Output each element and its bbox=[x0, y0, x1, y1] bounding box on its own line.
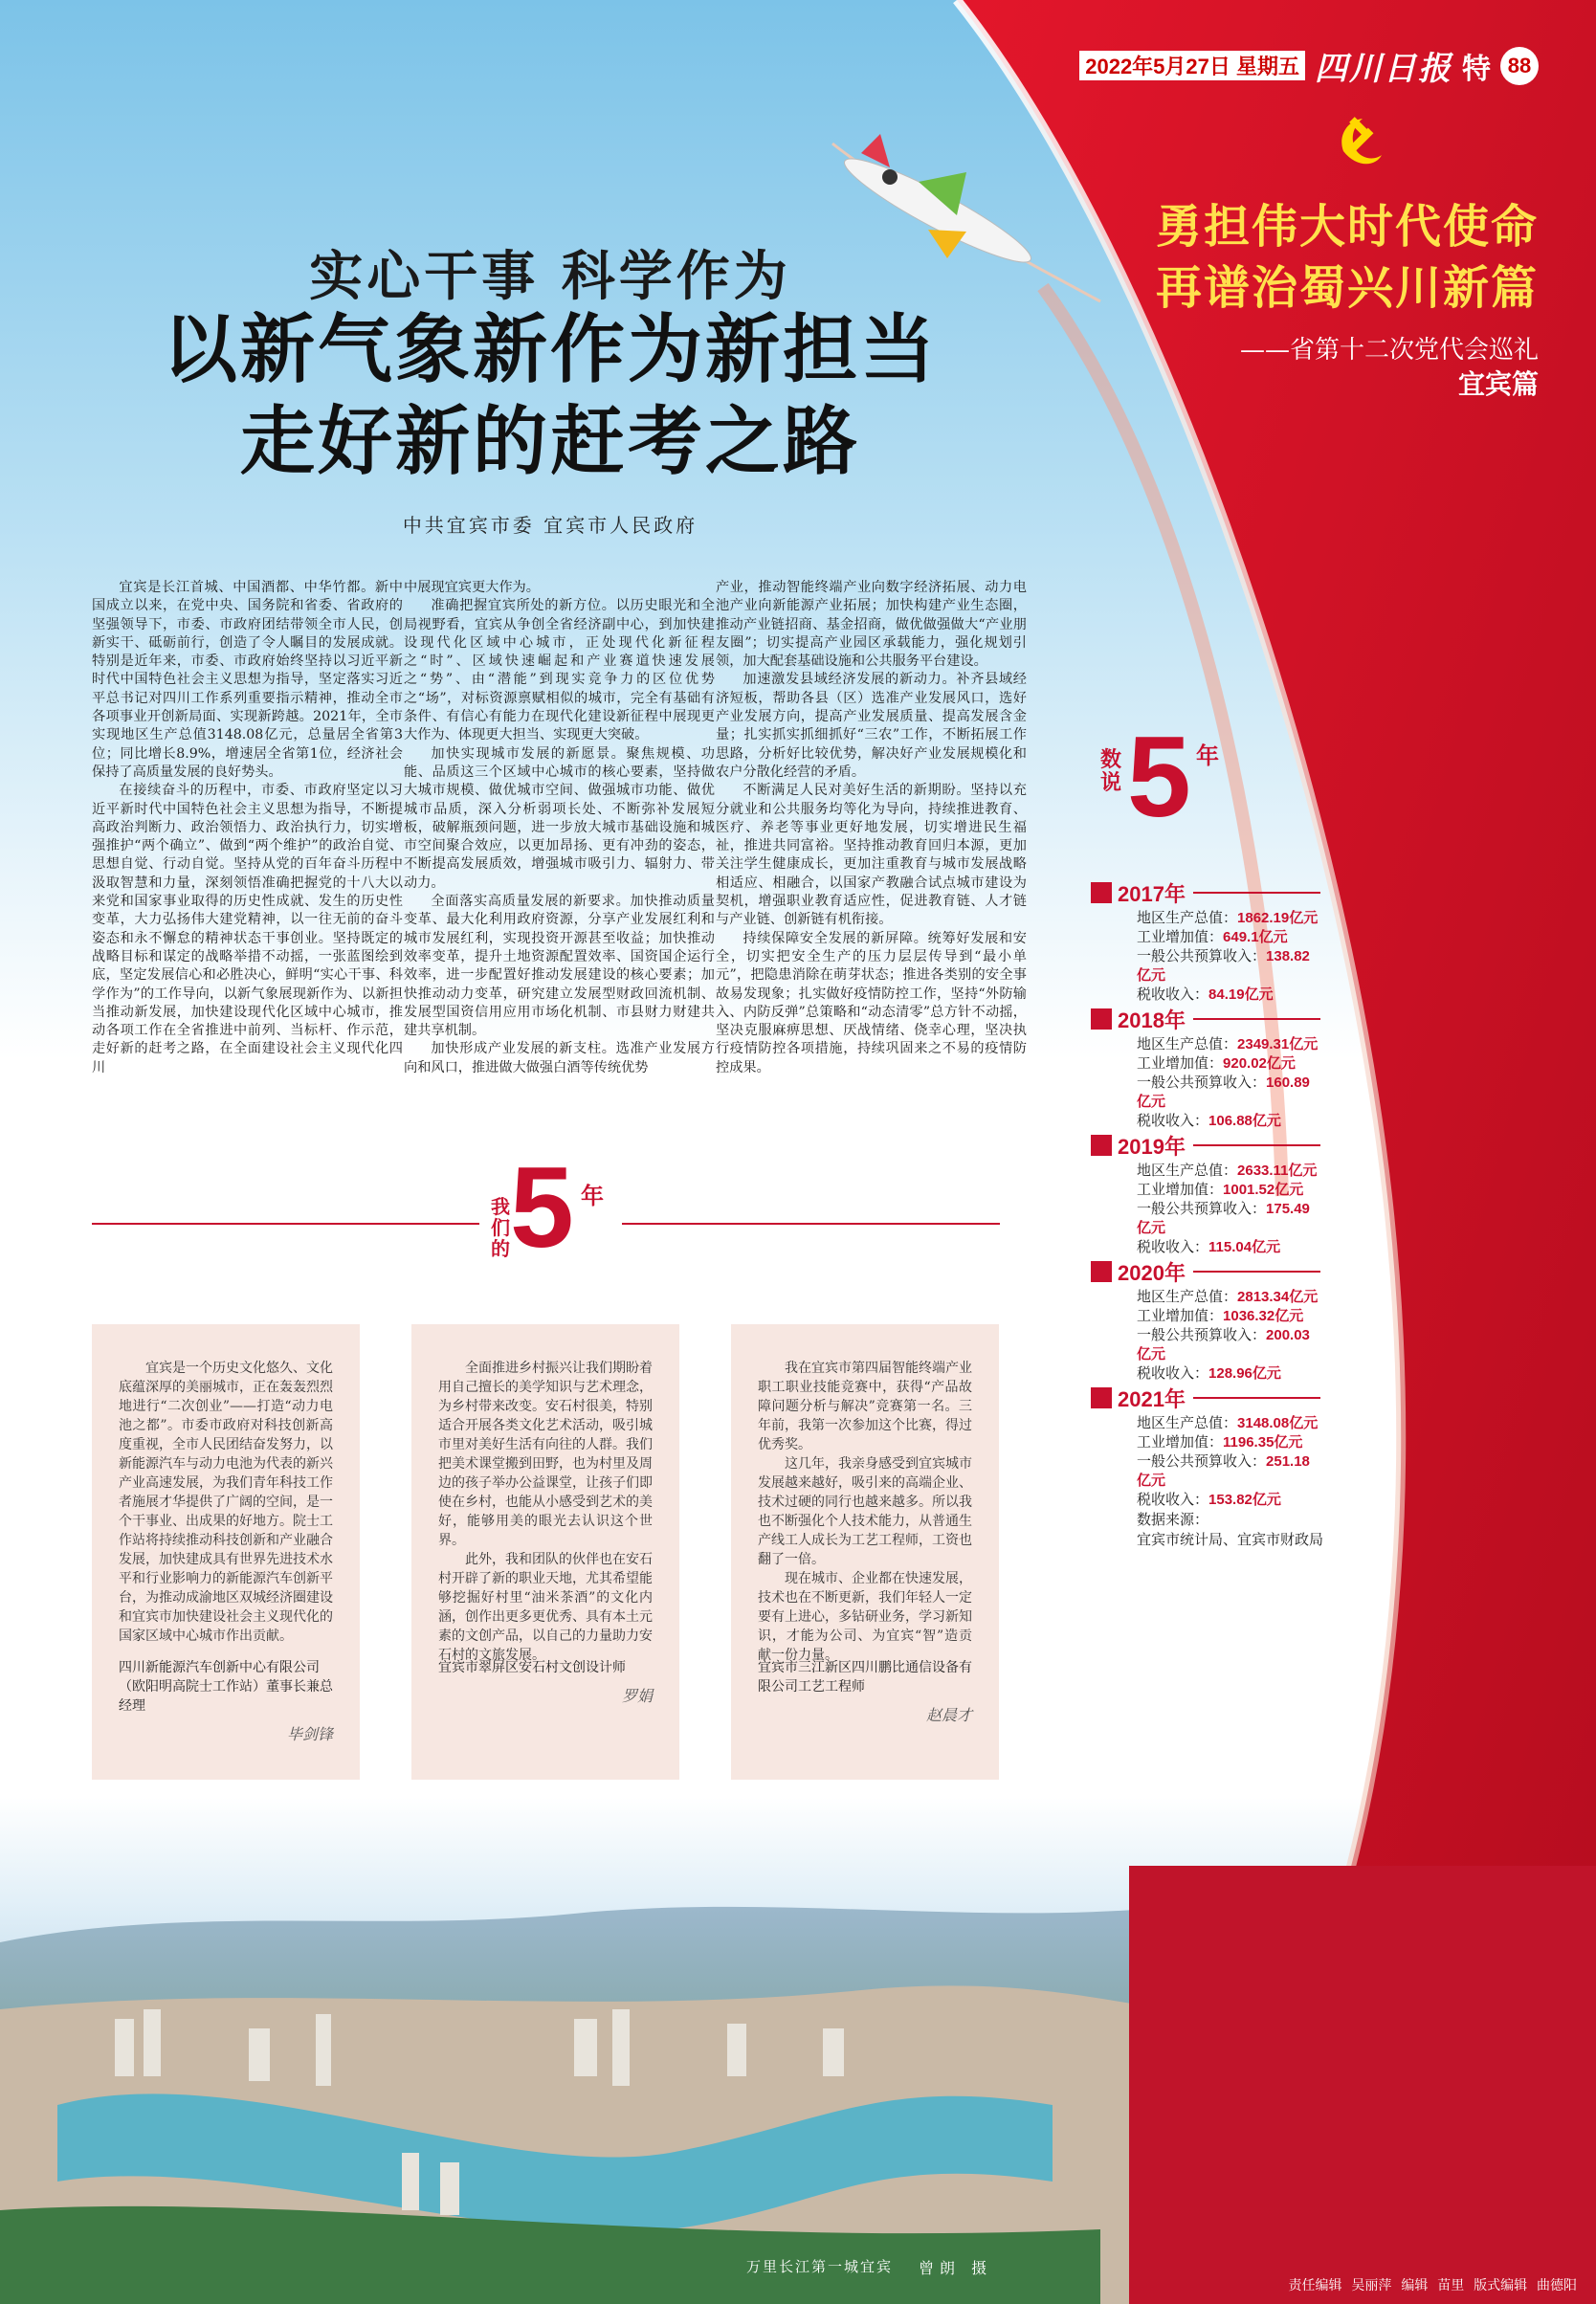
paragraph: 我在宜宾市第四届智能终端产业职工职业技能竞赛中，获得“产品故障问题分析与解决”竞赛第一名。三年前，我第一次参加这个比赛，得过优秀奖。 bbox=[758, 1361, 972, 1452]
testimonial-body bbox=[438, 1359, 653, 1663]
year-block-2018 bbox=[1091, 1007, 1320, 1131]
paragraph: 这几年，我亲身感受到宜宾城市发展越来越好，吸引来的高端企业、技术过硬的同行也越来越多。所以我也不断强化个人技术能力，从普通生产线工人成长为工艺工程师，工资也翻了一倍。 bbox=[758, 1456, 972, 1567]
title-kicker: 实心干事 科学作为 bbox=[309, 245, 791, 308]
handwritten-name: 毕剑锋 bbox=[286, 1725, 333, 1743]
year-bar bbox=[1091, 1385, 1320, 1410]
stat-rows bbox=[1137, 1414, 1320, 1510]
series-city: 宜宾篇 bbox=[1457, 368, 1539, 400]
stat-unit: 亿元 bbox=[1244, 986, 1274, 1003]
stat-value: 128.96 bbox=[1208, 1365, 1252, 1382]
stat-unit: 亿元 bbox=[1258, 929, 1288, 945]
stat-rows bbox=[1137, 1162, 1320, 1257]
stat-label: 工业增加值： bbox=[1137, 1055, 1224, 1072]
handwritten-name: 罗娟 bbox=[621, 1687, 653, 1705]
testimonial-card bbox=[411, 1324, 679, 1780]
year-label: 2018年 bbox=[1118, 1008, 1186, 1032]
stat-value: 175.49 bbox=[1266, 1201, 1310, 1217]
paragraph: 此外，我和团队的伙伴也在安石村开辟了新的职业天地，尤其希望能够挖掘好村里“油米茶酒”的文化内涵，创作出更多更优秀、具有本土元素的文创产品，以自己的力量助力安石村的文旅发展。 bbox=[438, 1552, 653, 1663]
year-bar bbox=[1091, 1259, 1320, 1284]
stat-rows bbox=[1137, 1288, 1320, 1384]
article-column-1 bbox=[92, 579, 403, 1115]
testimonial-signature: 宜宾市翠屏区安石村文创设计师 bbox=[438, 1659, 626, 1674]
data-label: 数说 bbox=[1100, 747, 1122, 795]
stat-value: 251.18 bbox=[1266, 1453, 1310, 1470]
slogan-line1: 勇担伟大时代使命 bbox=[1155, 200, 1539, 254]
year-bar bbox=[1091, 1007, 1320, 1031]
year-label: 2017年 bbox=[1118, 881, 1186, 906]
stat-unit: 亿元 bbox=[1289, 910, 1319, 926]
our-5-years-heading bbox=[483, 1143, 617, 1273]
stat-rows bbox=[1137, 1035, 1320, 1131]
stat-label: 税收收入： bbox=[1137, 1113, 1209, 1129]
section-divider-right bbox=[622, 1223, 1000, 1225]
series-title bbox=[1240, 333, 1539, 402]
paragraph: 产业，推动智能终端产业向数字经济拓展、动力电池产业向新能源产业拓展；加快构建产业生态圈，推动产业链招商、基金招商，做优做强做大“产业朋友圈”；切实提高产业园区承载能力，强化规划引领，加大配套基础设施和公共服务平台建设。 bbox=[716, 580, 1027, 670]
testimonial-signature: 宜宾市三江新区四川鹏比通信设备有限公司工艺工程师 bbox=[758, 1659, 972, 1694]
stat-label: 工业增加值： bbox=[1137, 1182, 1224, 1198]
stat-row bbox=[1137, 1035, 1320, 1054]
stat-row bbox=[1137, 1307, 1320, 1326]
stat-label: 一般公共预算收入： bbox=[1137, 948, 1267, 964]
stat-value: 153.82 bbox=[1208, 1492, 1252, 1508]
stat-label: 地区生产总值： bbox=[1137, 1036, 1238, 1052]
year-rule bbox=[1193, 1018, 1320, 1020]
stat-label: 税收收入： bbox=[1137, 1492, 1209, 1508]
stat-value: 649.1 bbox=[1223, 929, 1259, 945]
year-rule bbox=[1193, 892, 1320, 894]
article-column-2 bbox=[404, 579, 715, 1115]
paragraph: 中展现宜宾更大作为。 bbox=[404, 580, 540, 595]
year-label: 2021年 bbox=[1118, 1386, 1186, 1411]
issue-date: 2022年5月27日 星期五 bbox=[1079, 51, 1305, 80]
five-numeral: 5 bbox=[1127, 713, 1191, 841]
stat-value: 2813.34 bbox=[1237, 1289, 1290, 1305]
stat-label: 一般公共预算收入： bbox=[1137, 1074, 1267, 1091]
stat-unit: 亿元 bbox=[1137, 1346, 1166, 1362]
handwritten-name: 赵晨才 bbox=[925, 1706, 972, 1724]
editor-credits: 责任编辑 吴丽萍 编辑 苗里 版式编辑 曲德阳 bbox=[1288, 2277, 1577, 2293]
paragraph: 不断满足人民对美好生活的新期盼。坚持以充分就业和公共服务均等化为导向，持续推进教育、医疗、养老等事业更好地发展，切实增进民生福祉，推进共同富裕。坚持推动教育回归本源，更加关注学生健康成长，更加注重教育与城市发展战略相适应、相融合，以国家产教融合试点城市建设为契机，增强职业教育适应性，促进教育链、人才链与产业链、创新链有机衔接。 bbox=[716, 783, 1027, 928]
stat-label: 地区生产总值： bbox=[1137, 910, 1238, 926]
slogan-line2: 再谱治蜀兴川新篇 bbox=[1155, 261, 1539, 315]
stat-label: 地区生产总值： bbox=[1137, 1415, 1238, 1431]
stat-value: 1001.52 bbox=[1223, 1182, 1275, 1198]
paragraph: 全面落实高质量发展的新要求。加快推动质量变革、最大化利用政府资源，分享产业发展红利和城市发展红利，实现投资开源甚至收益；加快推动效率变革，提升土地资源配置效率、国资国企运行效率，进一步配置好推动发展建设的核心要素；加快推动动力变革，研究建立发展型财政回流机制、发展型国资信用应用市场化机制、市县财力财建共建共享机制。 bbox=[404, 894, 715, 1039]
stat-value: 3148.08 bbox=[1237, 1415, 1290, 1431]
stat-value: 1036.32 bbox=[1223, 1308, 1275, 1324]
stat-unit: 亿元 bbox=[1289, 1289, 1319, 1305]
testimonial-card bbox=[92, 1324, 360, 1780]
stat-row bbox=[1137, 1200, 1320, 1238]
photo-caption: 万里长江第一城宜宾 bbox=[746, 2258, 894, 2275]
year-tag bbox=[1091, 882, 1112, 903]
stat-row bbox=[1137, 1112, 1320, 1131]
paragraph: 宜宾是长江首城、中国酒都、中华竹都。新中国成立以来，在党中央、国务院和省委、省政府的坚强领导下，市委、市政府团结带领全市人民，创新实干、砥砺前行，创造了令人瞩目的发展成就。特别是近年来，市委、市政府始终坚持以习近平新时代中国特色社会主义思想为指导，坚定落实习近平总书记对四川工作系列重要指示精神，推动全市各项事业开创新局面、实现新跨越。2021年，全市实现地区生产总值3148.08亿元，总量居全省第3位；同比增长8.9%，增速居全省第1位，经济社会保持了高质量发展的良好势头。 bbox=[92, 580, 403, 780]
stat-row bbox=[1137, 928, 1320, 947]
year-rule bbox=[1193, 1271, 1320, 1273]
year-label: 2020年 bbox=[1118, 1260, 1186, 1285]
photo-credit: 曾朗 摄 bbox=[919, 2259, 993, 2277]
main-title bbox=[0, 304, 1100, 488]
stat-row bbox=[1137, 986, 1320, 1005]
year-block-2019 bbox=[1091, 1133, 1320, 1257]
stat-row bbox=[1137, 1326, 1320, 1364]
year-tag bbox=[1091, 1387, 1112, 1408]
stat-label: 一般公共预算收入： bbox=[1137, 1201, 1267, 1217]
year-tag bbox=[1091, 1008, 1112, 1030]
stat-row bbox=[1137, 1181, 1320, 1200]
year-label: 年 bbox=[1196, 742, 1219, 769]
stat-row bbox=[1137, 1162, 1320, 1181]
stat-value: 2633.11 bbox=[1237, 1163, 1289, 1179]
stat-row bbox=[1137, 1288, 1320, 1307]
year-bar bbox=[1091, 880, 1320, 905]
our-label: 我们的 bbox=[491, 1195, 510, 1260]
stat-unit: 亿元 bbox=[1275, 1308, 1304, 1324]
masthead bbox=[1079, 42, 1539, 89]
stat-unit: 亿元 bbox=[1252, 1239, 1281, 1255]
paragraph: 加快形成产业发展的新支柱。选准产业发展方向和风口，推进做大做强白酒等传统优势 bbox=[404, 1041, 715, 1075]
stat-row bbox=[1137, 1452, 1320, 1491]
stat-label: 税收收入： bbox=[1137, 1365, 1209, 1382]
year-bar bbox=[1091, 1133, 1320, 1158]
section-label: 特 bbox=[1462, 52, 1491, 86]
year-rule bbox=[1193, 1397, 1320, 1399]
stat-unit: 亿元 bbox=[1289, 1036, 1319, 1052]
year-rule bbox=[1193, 1144, 1320, 1146]
stat-value: 106.88 bbox=[1208, 1113, 1252, 1129]
party-emblem-icon bbox=[1330, 113, 1391, 174]
stat-label: 一般公共预算收入： bbox=[1137, 1327, 1267, 1343]
stat-unit: 亿元 bbox=[1252, 1365, 1281, 1382]
stat-label: 工业增加值： bbox=[1137, 1308, 1224, 1324]
paragraph: 全面推进乡村振兴让我们期盼着用自己擅长的美学知识与艺术理念，为乡村带来改变。安石村很美，特别适合开展各类文化艺术活动，吸引城市里对美好生活有向往的人群。我们把美术课堂搬到田野，也为村里及周边的孩子举办公益课堂，让孩子们即使在乡村，也能从小感受到艺术的美好，能够用美的眼光去认识这个世界。 bbox=[438, 1361, 653, 1548]
stat-label: 工业增加值： bbox=[1137, 1434, 1224, 1451]
data-source-text: 宜宾市统计局、宜宾市财政局 bbox=[1137, 1532, 1324, 1548]
stat-unit: 亿元 bbox=[1289, 1415, 1319, 1431]
yibin-city-photo bbox=[0, 1866, 1596, 2304]
stat-label: 工业增加值： bbox=[1137, 929, 1224, 945]
stat-label: 税收收入： bbox=[1137, 1239, 1209, 1255]
stat-value: 1862.19 bbox=[1237, 910, 1290, 926]
stat-value: 160.89 bbox=[1266, 1074, 1310, 1091]
stat-row bbox=[1137, 1414, 1320, 1433]
data-source bbox=[1137, 1510, 1323, 1550]
stat-label: 一般公共预算收入： bbox=[1137, 1453, 1267, 1470]
stat-unit: 亿元 bbox=[1137, 1473, 1166, 1489]
testimonial-signature: 四川新能源汽车创新中心有限公司（欧阳明高院士工作站）董事长兼总经理 bbox=[119, 1659, 333, 1713]
stat-unit: 亿元 bbox=[1266, 1055, 1296, 1072]
paragraph: 在接续奋斗的历程中，市委、市政府坚定以习近平新时代中国特色社会主义思想为指导，不断提高政治判断力、政治领悟力、政治执行力，切实增强推护“两个确立”、做到“两个维护”的政治自觉、思想自觉、行动自觉。坚持从党的百年奋斗历程中汲取智慧和力量，深刻领悟准确把握党的十八大以来党和国家事业取得的历史性成就、发生的历史性变革，大力弘扬伟大建党精神，以一往无前的奋斗姿态和永不懈怠的精神状态干事创业。坚持既定的战略目标和谋定的战略举措不动摇，一张蓝图绘到底，坚定发展信心和必胜决心，鲜明“实心干事、科学作为”的工作导向，以新气象展现新作为、以新担当推动新发展，加快建设现代化区域中心城市，推动各项工作在全省推进中前列、当标杆、作示范，走好新的赶考之路，在全面建设社会主义现代化四川 bbox=[92, 783, 403, 1075]
section-divider-left bbox=[92, 1223, 479, 1225]
stat-row bbox=[1137, 1433, 1320, 1452]
stat-row bbox=[1137, 1491, 1320, 1510]
stat-unit: 亿元 bbox=[1274, 1434, 1303, 1451]
stat-value: 138.82 bbox=[1266, 948, 1310, 964]
testimonial-body bbox=[119, 1359, 333, 1646]
testimonial-body bbox=[758, 1359, 972, 1663]
five-numeral: 5 bbox=[510, 1143, 574, 1272]
paragraph: 持续保障安全发展的新屏障。统筹好发展和安全，切实把安全生产的压力层层传导到“最小单元”，把隐患消除在萌芽状态；推进各类别的安全事故易发现象；扎实做好疫情防控工作，坚持“外防输入、内防反弹”总策略和“动态清零”总方针不动摇，坚决克服麻痹思想、厌战情绪、侥幸心理，坚决执行疫情防控各项措施，持续巩固来之不易的疫情防控成果。 bbox=[716, 930, 1027, 1075]
stat-value: 84.19 bbox=[1208, 986, 1245, 1003]
year-tag bbox=[1091, 1135, 1112, 1156]
stat-unit: 亿元 bbox=[1275, 1182, 1304, 1198]
stat-row bbox=[1137, 1074, 1320, 1112]
stat-unit: 亿元 bbox=[1137, 967, 1166, 984]
stat-value: 115.04 bbox=[1208, 1239, 1252, 1255]
stat-row bbox=[1137, 947, 1320, 986]
stat-label: 税收收入： bbox=[1137, 986, 1209, 1003]
testimonial-card bbox=[731, 1324, 999, 1780]
slogan bbox=[1156, 196, 1539, 319]
stat-value: 920.02 bbox=[1223, 1055, 1267, 1072]
year-block-2017 bbox=[1091, 880, 1320, 1005]
stat-unit: 亿元 bbox=[1137, 1094, 1166, 1110]
year-tag bbox=[1091, 1261, 1112, 1282]
paragraph: 加速激发县域经济发展的新动力。补齐县域经济短板，帮助各县（区）选准产业发展风口，选好产业发展方向，提高产业发展质量、提高发展含金量；扎实抓实抓细抓好“三农”工作，不断拓展工作思路，分析好比较优势，解决好产业发展规模化和农户分散化经营的矛盾。 bbox=[716, 672, 1027, 780]
stat-row bbox=[1137, 1054, 1320, 1074]
data-source-label: 数据来源： bbox=[1137, 1512, 1209, 1528]
paragraph: 宜宾是一个历史文化悠久、文化底蕴深厚的美丽城市，正在轰轰烈烈地进行“二次创业”——打造“动力电池之都”。市委市政府对科技创新高度重视，全市人民团结奋发努力，以新能源汽车与动力电池为代表的新兴产业高速发展，为我们青年科技工作者施展才华提供了广阔的空间，是一个干事业、出成果的好地方。院士工作站将持续推动科技创新和产业融合发展，加快建成具有世界先进技术水平和行业影响力的新能源汽车创新平台，为推动成渝地区双城经济圈建设和宜宾市加快建设社会主义现代化的国家区域中心城市作出贡献。 bbox=[119, 1361, 333, 1644]
paragraph: 现在城市、企业都在快速发展，技术也在不断更新，我们年轻人一定要有上进心，多钻研业务，学习新知识，才能为公司、为宜宾“智”造贡献一份力量。 bbox=[758, 1571, 972, 1663]
stat-label: 地区生产总值： bbox=[1137, 1163, 1238, 1179]
page-number: 88 bbox=[1500, 47, 1539, 85]
data-5-years-heading bbox=[1100, 713, 1225, 842]
year-label: 2019年 bbox=[1118, 1134, 1186, 1159]
series-name: ——省第十二次党代会巡礼 bbox=[1239, 336, 1539, 365]
stat-value: 1196.35 bbox=[1223, 1434, 1275, 1451]
stat-unit: 亿元 bbox=[1252, 1492, 1281, 1508]
stat-unit: 亿元 bbox=[1137, 1220, 1166, 1236]
paragraph: 准确把握宜宾所处的新方位。以历史眼光和全局视野看，宜宾从争创全省经济副中心，到加快建设现代化区域中心城市，正处现代化新征程之“时”、区域快速崛起和产业赛道快速发展之“势”、由“潜能”到现实竞争力的区位优势之“场”，对标资源禀赋相似的城市，完全有基础有条件、有信心有能力在现代化建设新征程中展现更大作为、体现更大担当、实现更大突破。 bbox=[404, 598, 715, 743]
year-block-2020 bbox=[1091, 1259, 1320, 1384]
stat-row bbox=[1137, 1364, 1320, 1384]
paragraph: 加快实现城市发展的新愿景。聚焦规模、功能、品质这三个区域中心城市的核心要素，坚持做大城市规模、做优城市空间、做强城市功能、做优城市品质，深入分析弱项长处、不断弥补发展短板，破解瓶颈问题，进一步放大城市基础设施和城市空间聚合效应，以更加昂扬、更有冲劲的姿态，不断提高发展质效，增强城市吸引力、辐射力、带动力。 bbox=[404, 745, 715, 891]
year-block-2021 bbox=[1091, 1385, 1320, 1510]
stat-row bbox=[1137, 1238, 1320, 1257]
byline: 中共宜宾市委 宜宾市人民政府 bbox=[402, 514, 698, 537]
stat-rows bbox=[1137, 909, 1320, 1005]
stat-unit: 亿元 bbox=[1252, 1113, 1281, 1129]
stat-row bbox=[1137, 909, 1320, 928]
main-title-line2: 走好新的赶考之路 bbox=[239, 398, 860, 485]
main-title-line1: 以新气象新作为新担当 bbox=[162, 306, 938, 393]
stat-value: 200.03 bbox=[1266, 1327, 1310, 1343]
stat-unit: 亿元 bbox=[1288, 1163, 1318, 1179]
stat-label: 地区生产总值： bbox=[1137, 1289, 1238, 1305]
year-label: 年 bbox=[581, 1182, 604, 1209]
paper-name: 四川日报 bbox=[1315, 50, 1452, 88]
stat-value: 2349.31 bbox=[1237, 1036, 1290, 1052]
article-column-3 bbox=[716, 579, 1027, 1115]
